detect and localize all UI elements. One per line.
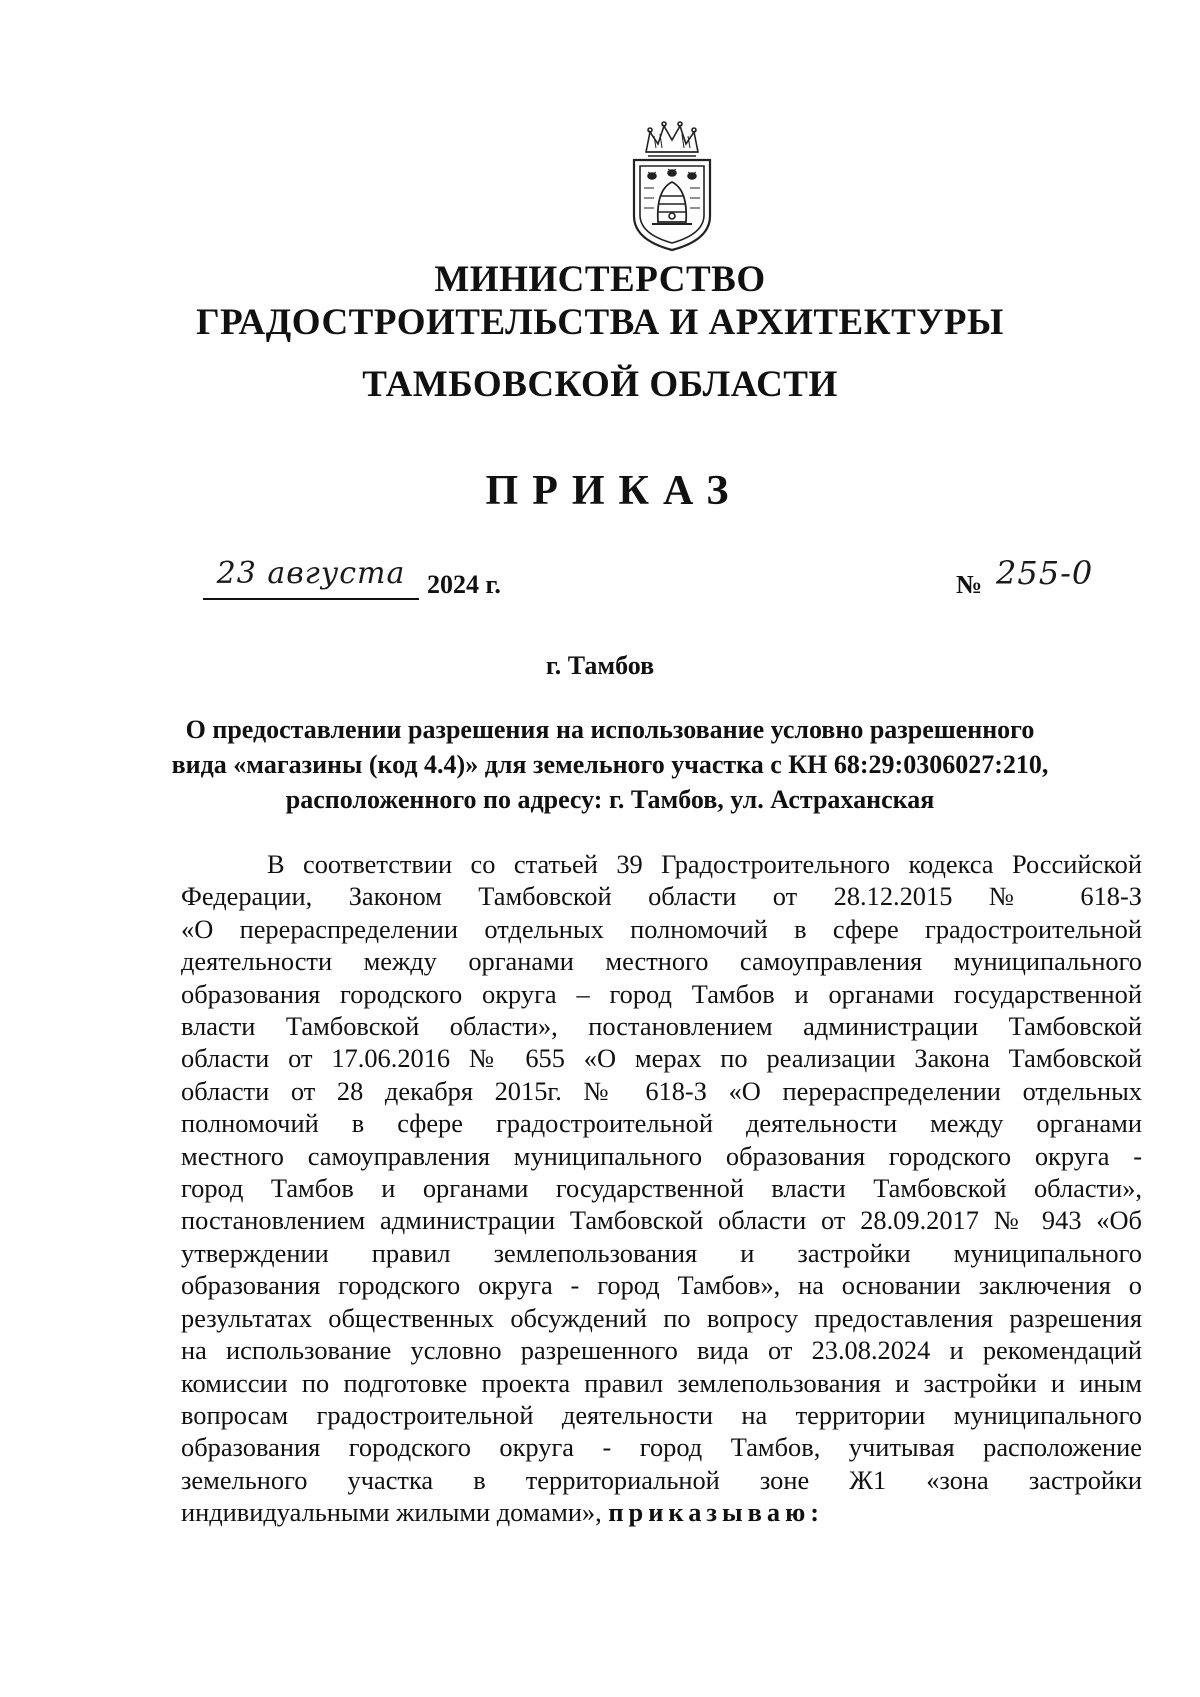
order-subject (150, 712, 1070, 817)
body-line: результатах общественных обсуждений по вопросу предоставления разрешения (181, 1302, 1142, 1333)
body-line: земельного участка в территориальной зоне Ж1 «зона застройки (181, 1464, 1142, 1495)
body-line: области от 28 декабря 2015г. № 618-З «О перераспределении отдельных (181, 1075, 1142, 1106)
body-last-line (181, 1496, 1142, 1528)
order-number (956, 554, 1136, 614)
subject-line-2: вида «магазины (код 4.4)» для земельного участка с КН 68:29:0306027:210, (171, 750, 1049, 779)
body-line: комиссии по подготовке проекта правил землепользования и застройки и иным (181, 1367, 1142, 1398)
body-line: области от 17.06.2016 № 655 «О мерах по реализации Закона Тамбовской (181, 1043, 1142, 1074)
date-underline (203, 598, 419, 600)
body-line: власти Тамбовской области», постановлением администрации Тамбовской (181, 1011, 1142, 1042)
body-line: образования городского округа - город Тамбов», на основании заключения о (181, 1270, 1142, 1301)
order-body (181, 848, 1142, 1529)
handwritten-number: 255-0 (996, 554, 1094, 592)
body-line: вопросам градостроительной деятельности на территории муниципального (181, 1399, 1142, 1430)
body-line: местного самоуправления муниципального образования городского округа - (181, 1140, 1142, 1171)
body-line: образования городского округа – город Тамбов и органами государственной (181, 978, 1142, 1009)
body-line: на использование условно разрешенного вида от 23.08.2024 и рекомендаций (181, 1335, 1142, 1366)
body-line: «О перераспределении отдельных полномочий в сфере градостроительной (181, 913, 1142, 944)
body-line: постановлением администрации Тамбовской области от 28.09.2017 № 943 «Об (181, 1205, 1142, 1236)
handwritten-date: 23 августа (216, 556, 406, 591)
order-date (203, 556, 623, 614)
body-last-line-text: индивидуальными жилыми домами», (181, 1497, 602, 1528)
coat-of-arms-icon (624, 118, 720, 254)
body-line: утверждении правил землепользования и застройки муниципального (181, 1237, 1142, 1268)
body-line: город Тамбов и органами государственной власти Тамбовской области», (181, 1173, 1142, 1204)
body-line: полномочий в сфере градостроительной деятельности между органами (181, 1108, 1142, 1139)
document-type-title: ПРИКАЗ (485, 468, 743, 514)
subject-line-3: расположенного по адресу: г. Тамбов, ул. Астраханская (285, 785, 935, 814)
body-line: В соответствии со статьей 39 Градостроительного кодекса Российской (267, 849, 1142, 879)
city-name: г. Тамбов (545, 651, 655, 680)
body-line: образования городского округа - город Тамбов, учитывая расположение (181, 1432, 1142, 1463)
ministry-name-line-1: МИНИСТЕРСТВО (434, 259, 766, 300)
order-year: 2024 г. (427, 570, 501, 599)
body-line: деятельности между органами местного самоуправления муниципального (181, 946, 1142, 977)
order-directive-word: приказываю: (608, 1497, 825, 1528)
ministry-name-line-2: ГРАДОСТРОИТЕЛЬСТВА И АРХИТЕКТУРЫ (196, 302, 1004, 343)
ministry-name-line-3: ТАМБОВСКОЙ ОБЛАСТИ (362, 364, 838, 405)
body-line: Федерации, Законом Тамбовской области от 28.12.2015 № 618-З (181, 881, 1142, 912)
subject-line-1: О предоставлении разрешения на использование условно разрешенного (185, 715, 1035, 744)
number-sign: № (956, 570, 983, 599)
